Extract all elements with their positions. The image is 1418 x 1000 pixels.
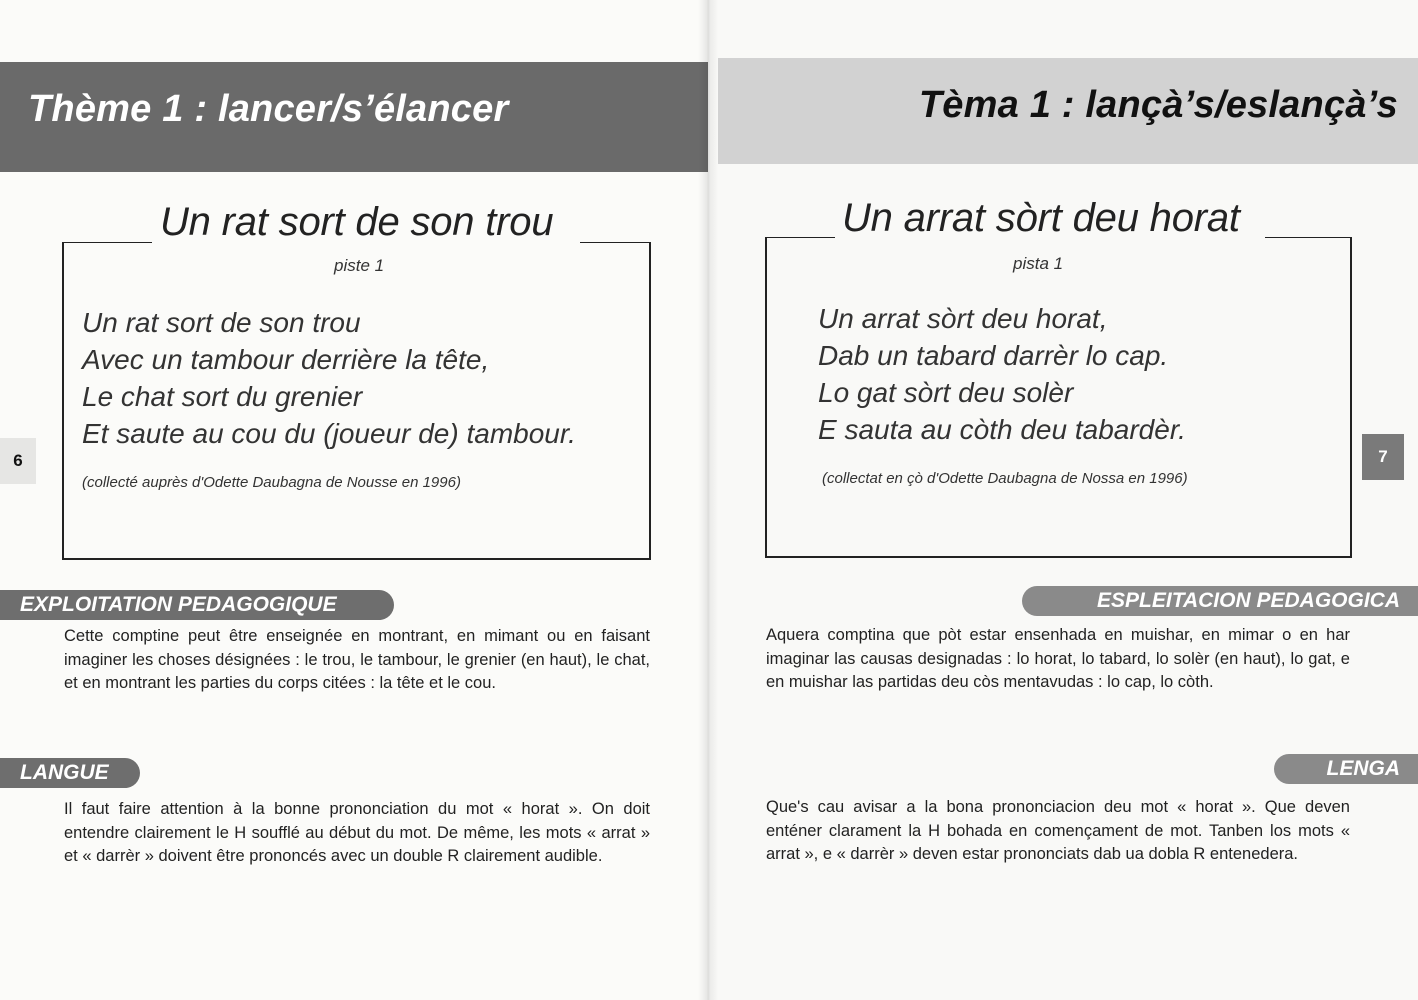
right-section-text-pedagogy: Aquera comptina que pòt estar ensenhada en muishar, en mimar o en har imaginar las causas designadas : lo horat, lo tabard, lo solèr (en haut), lo gat, e en muishar las partidas deu còs mentavudas : lo cap, lo còth. [766,626,1350,691]
right-theme-banner [718,58,1418,164]
left-song-title: Un rat sort de son trou [160,200,554,244]
left-poem [82,304,576,452]
left-poem-line: Avec un tambour derrière la tête, [82,344,490,375]
right-box-bottom-edge [765,556,1352,558]
left-title-rule-right [580,242,650,243]
right-song-title: Un arrat sòrt deu horat [842,196,1240,240]
left-title-rule-left [62,242,152,243]
right-section-heading-pedagogy: ESPLEITACION PEDAGOGICA [1022,586,1418,616]
left-poem-line: Le chat sort du grenier [82,381,363,412]
right-page-number: 7 [1362,434,1404,480]
right-poem [818,300,1186,448]
left-section-text-language: Il faut faire attention à la bonne prononciation du mot « horat ». On doit entendre clairement le H soufflé au début du mot. De même, les mots « arrat » et « darrèr » doivent être prononcés avec un double R clairement audible. [64,800,650,865]
right-source-note: (collectat en çò d'Odette Daubagna de Nossa en 1996) [822,470,1188,487]
book-gutter-shadow [698,0,718,1000]
right-box-left-edge [765,237,767,557]
left-theme-banner [0,62,708,172]
left-page-number: 6 [0,438,36,484]
right-poem-line: Dab un tabard darrèr lo cap. [818,340,1169,371]
left-poem-line: Un rat sort de son trou [82,307,361,338]
left-theme-title: Thème 1 : lancer/s’élancer [28,88,509,130]
right-track-label: pista 1 [1013,254,1064,273]
right-section-heading-language: LENGA [1274,754,1418,784]
right-poem-line: Un arrat sòrt deu horat, [818,303,1108,334]
right-box-right-edge [1350,237,1352,557]
left-track-label: piste 1 [334,256,385,275]
left-section-heading-language: LANGUE [0,758,140,788]
left-page [0,0,708,1000]
left-section-text-pedagogy: Cette comptine peut être enseignée en montrant, en mimant ou en faisant imaginer les choses désignées : le trou, le tambour, le grenier (en haut), le chat, et en montrant les parties du corps citées : la tête et le cou. [64,627,650,692]
right-title-rule-right [1265,237,1351,238]
right-theme-title: Tèma 1 : lançà’s/eslançà’s [918,84,1398,126]
left-box-right-edge [649,242,651,559]
left-box-bottom-edge [62,558,651,560]
right-page [708,0,1418,1000]
right-poem-line: Lo gat sòrt deu solèr [818,377,1074,408]
right-poem-line: E sauta au còth deu tabardèr. [818,414,1186,445]
left-section-heading-pedagogy: EXPLOITATION PEDAGOGIQUE [0,590,394,620]
right-title-rule-left [765,237,835,238]
right-section-text-language: Que's cau avisar a la bona prononciacion deu mot « horat ». Que deven enténer clarament la H bohada en començament de mot. Tanben los mots « arrat », e « darrèr » deven estar prononciats dab ua dobla R entenedera. [766,798,1350,863]
left-source-note: (collecté auprès d'Odette Daubagna de Nousse en 1996) [82,474,461,491]
left-box-left-edge [62,242,64,559]
left-poem-line: Et saute au cou du (joueur de) tambour. [82,418,576,449]
